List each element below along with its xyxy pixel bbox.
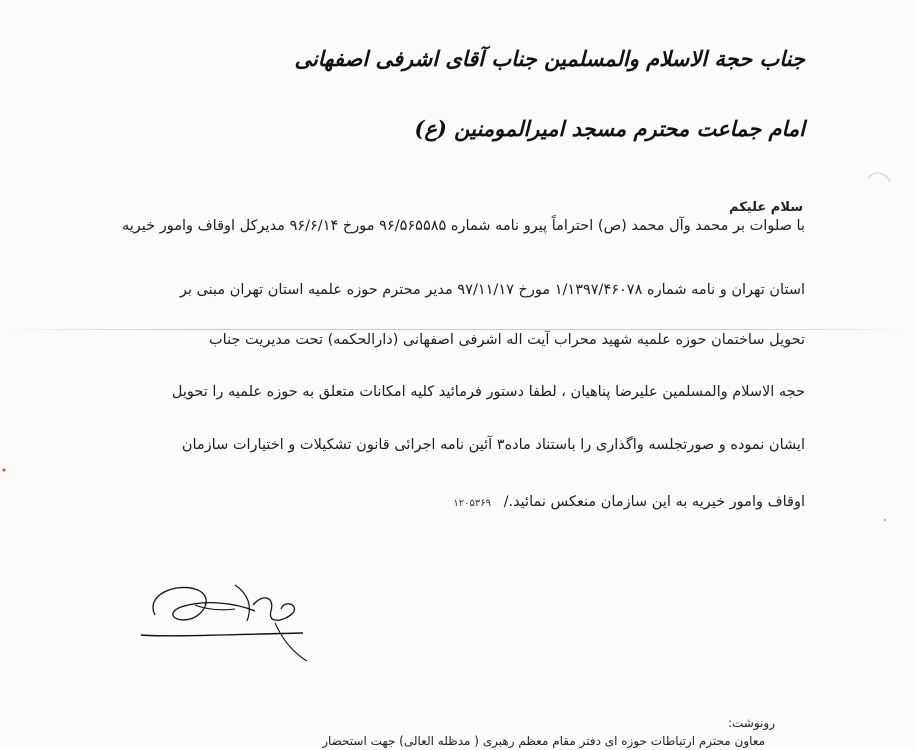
cc-label: رونوشت:	[727, 716, 775, 730]
body-line-5: ایشان نموده و صورتجلسه واگذاری را باستناد ماده۳ آئین نامه اجرائی قانون تشکیلات و اختیارات سازمان	[181, 437, 805, 453]
addressee-line-1: جناب حجة الاسلام والمسلمین جناب آقای اشرفی اصفهانی	[294, 46, 805, 71]
addressee-line-2: امام جماعت محترم مسجد امیرالمومنین (ع)	[414, 116, 805, 141]
body-line-2: استان تهران و نامه شماره ۱/۱۳۹۷/۴۶۰۷۸ مورخ ۹۷/۱۱/۱۷ مدیر محترم حوزه علمیه استان تهران مبنی بر	[179, 282, 805, 298]
body-line-4: حجه الاسلام والمسلمین علیرضا پناهیان ، لطفا دستور فرمائید کلیه امکانات متعلق به حوزه علمیه را تحویل	[171, 384, 805, 400]
cc-line: معاون محترم ارتباطات حوزه ای دفتر مقام معظم رهبری ( مدظله العالی) جهت استحضار	[322, 734, 765, 748]
document-number: ۱۲۰۵۳۶۹	[453, 498, 491, 509]
handwritten-signature	[135, 575, 315, 665]
body-line-1: با صلوات بر محمد وآل محمد (ص) احتراماً پیرو نامه شماره ۹۶/۵۶۵۵۸۵ مورخ ۹۶/۶/۱۴ مدیرکل اوقاف وامور خیریه	[121, 218, 805, 234]
body-line-3: تحویل ساختمان حوزه علمیه شهید محراب آیت اله اشرفی اصفهانی (دارالحکمه) تحت مدیریت جناب	[209, 332, 805, 348]
body-line-6-text: اوقاف وامور خیریه به این سازمان منعکس نمائید./	[503, 494, 805, 510]
scan-fold-line	[0, 329, 915, 330]
salutation: سلام علیکم	[729, 200, 803, 215]
body-line-6	[453, 494, 805, 510]
